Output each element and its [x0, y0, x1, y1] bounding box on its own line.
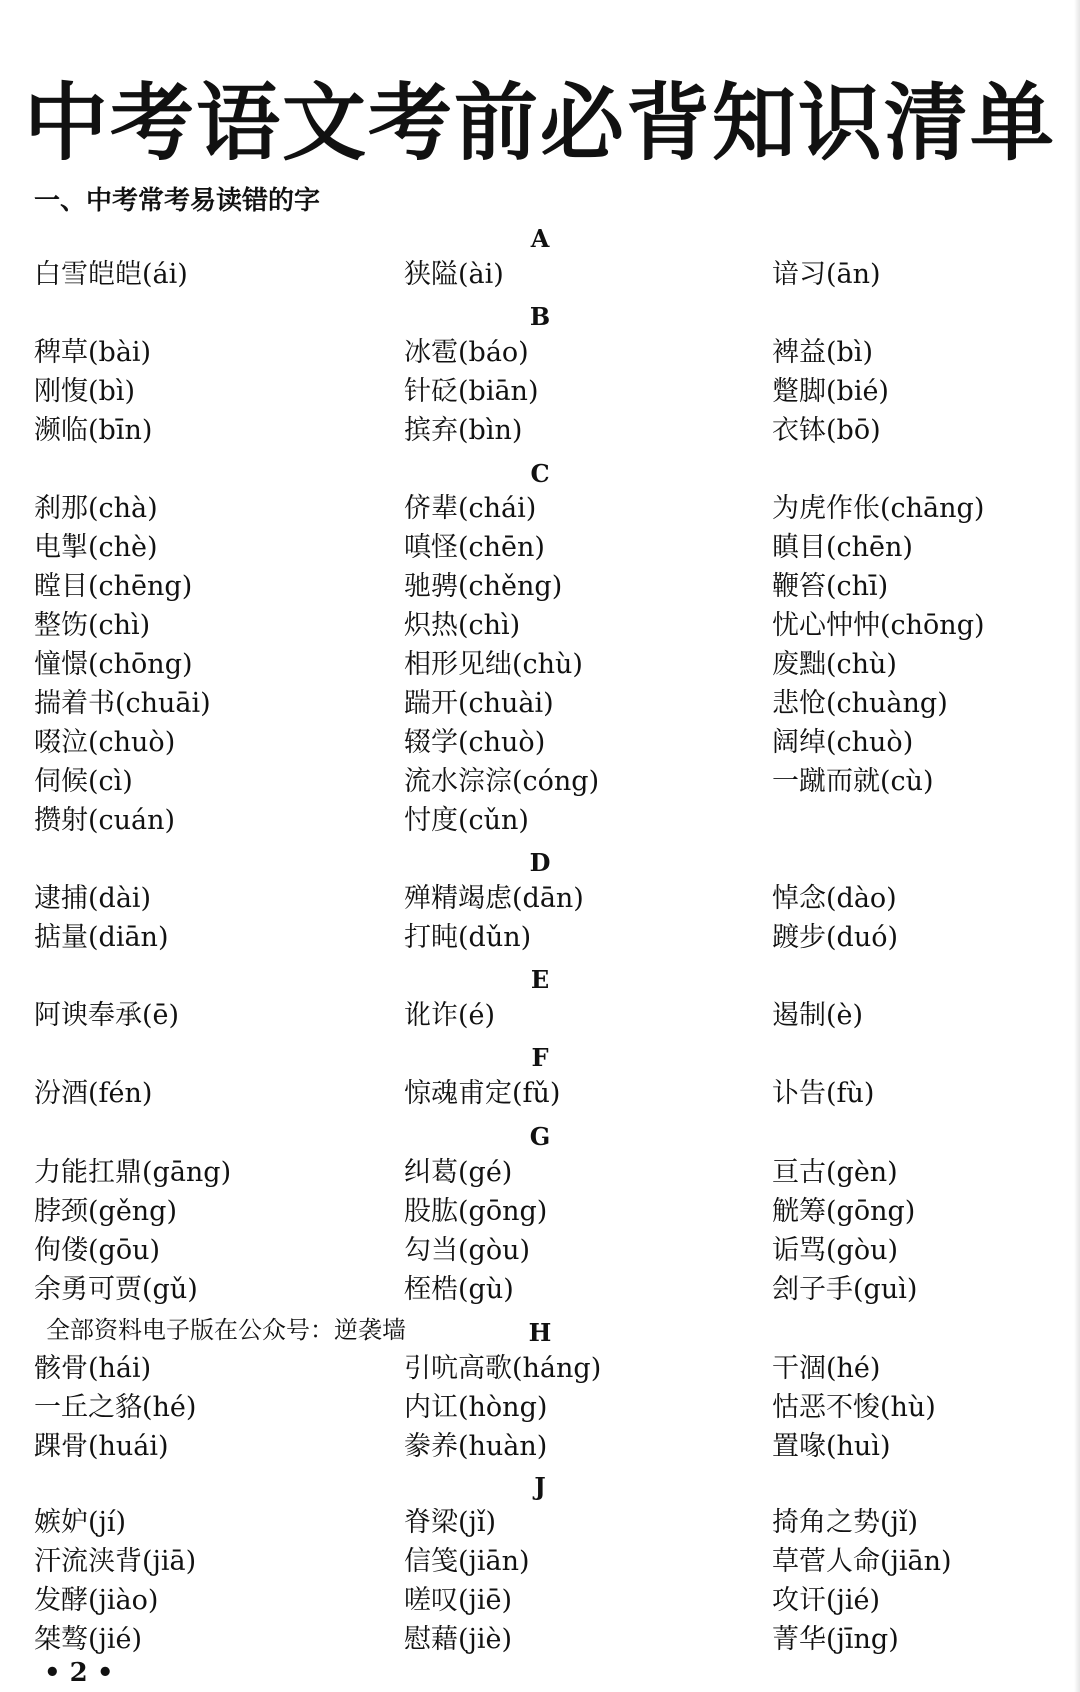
vocab-entry: 电掣(chè)	[34, 532, 158, 563]
vocab-entry: 桎梏(gù)	[404, 1274, 514, 1305]
vocab-entry: 驰骋(chěng)	[404, 571, 563, 602]
vocab-entry: 慰藉(jiè)	[404, 1624, 513, 1655]
vocab-entry: 刚愎(bì)	[34, 376, 135, 407]
alphabet-heading: D	[529, 848, 551, 877]
vocab-entry: 掎角之势(jǐ)	[772, 1507, 919, 1538]
vocab-entry: 桀骜(jié)	[34, 1624, 143, 1655]
vocab-entry: 踱步(duó)	[772, 922, 898, 953]
vocab-entry: 佝偻(gōu)	[34, 1235, 160, 1266]
vocab-entry: 讹诈(é)	[404, 1000, 496, 1031]
vocab-entry: 嗔怪(chēn)	[404, 532, 545, 563]
section-heading: 一、中考常考易读错的字	[34, 186, 321, 216]
vocab-entry: 信笺(jiān)	[404, 1546, 530, 1577]
vocab-entry: 惊魂甫定(fǔ)	[404, 1078, 561, 1109]
vocab-entry: 力能扛鼎(gāng)	[34, 1157, 232, 1188]
vocab-entry: 踹开(chuài)	[404, 688, 554, 719]
vocab-entry: 掂量(diān)	[34, 922, 169, 953]
vocab-entry: 嗟叹(jiē)	[404, 1585, 513, 1616]
vocab-entry: 草菅人命(jiān)	[772, 1546, 952, 1577]
vocab-entry: 悲怆(chuàng)	[772, 688, 948, 719]
vocab-entry: 鞭笞(chī)	[772, 571, 889, 602]
vocab-entry: 裨益(bì)	[772, 337, 873, 368]
vocab-entry: 冰雹(báo)	[404, 337, 529, 368]
vocab-entry: 炽热(chì)	[404, 610, 521, 641]
vocab-entry: 汗流浃背(jiā)	[34, 1546, 197, 1577]
vocab-entry: 汾酒(fén)	[34, 1078, 153, 1109]
vocab-entry: 整饬(chì)	[34, 610, 151, 641]
vocab-entry: 引吭高歌(háng)	[404, 1353, 602, 1384]
vocab-entry: 濒临(bīn)	[34, 415, 153, 446]
vocab-entry: 股肱(gōng)	[404, 1196, 548, 1227]
page-edge-shadow	[1074, 0, 1080, 1692]
page-number: • 2 •	[44, 1658, 114, 1688]
vocab-entry: 干涸(hé)	[772, 1353, 881, 1384]
vocab-entry: 揣着书(chuāi)	[34, 688, 211, 719]
vocab-entry: 摈弃(bìn)	[404, 415, 523, 446]
vocab-entry: 流水淙淙(cóng)	[404, 766, 600, 797]
alphabet-heading: C	[530, 459, 550, 488]
vocab-entry: 伺候(cì)	[34, 766, 133, 797]
vocab-entry: 怙恶不悛(hù)	[772, 1392, 936, 1423]
alphabet-heading: F	[531, 1043, 549, 1072]
page-title: 中考语文考前必背知识清单	[23, 74, 1056, 172]
vocab-entry: 打盹(dǔn)	[404, 922, 532, 953]
promo-note: 全部资料电子版在公众号：逆袭墙	[46, 1316, 406, 1344]
vocab-entry: 狭隘(ài)	[404, 259, 504, 290]
alphabet-heading: J	[534, 1472, 546, 1501]
vocab-entry: 豢养(huàn)	[404, 1431, 548, 1462]
vocab-entry: 嫉妒(jí)	[34, 1507, 127, 1538]
vocab-entry: 刹那(chà)	[34, 493, 158, 524]
vocab-entry: 相形见绌(chù)	[404, 649, 583, 680]
vocab-entry: 阔绰(chuò)	[772, 727, 914, 758]
alphabet-heading: G	[529, 1122, 551, 1151]
alphabet-heading: H	[528, 1318, 552, 1347]
vocab-entry: 瞠目(chēng)	[34, 571, 193, 602]
vocab-entry: 遏制(è)	[772, 1000, 864, 1031]
vocab-entry: 踝骨(huái)	[34, 1431, 169, 1462]
vocab-entry: 瞋目(chēn)	[772, 532, 913, 563]
vocab-entry: 谙习(ān)	[772, 259, 881, 290]
vocab-entry: 置喙(huì)	[772, 1431, 891, 1462]
alphabet-heading: B	[529, 302, 551, 331]
vocab-entry: 衣钵(bō)	[772, 415, 881, 446]
vocab-entry: 侪辈(chái)	[404, 493, 537, 524]
vocab-entry: 发酵(jiào)	[34, 1585, 159, 1616]
vocab-entry: 蹩脚(bié)	[772, 376, 889, 407]
vocab-entry: 攻讦(jié)	[772, 1585, 881, 1616]
vocab-entry: 勾当(gòu)	[404, 1235, 530, 1266]
vocab-entry: 一蹴而就(cù)	[772, 766, 934, 797]
vocab-entry: 纠葛(gé)	[404, 1157, 513, 1188]
alphabet-heading: E	[530, 965, 550, 994]
vocab-entry: 白雪皑皑(ái)	[34, 259, 188, 290]
vocab-entry: 刽子手(guì)	[772, 1274, 918, 1305]
vocab-entry: 针砭(biān)	[404, 376, 539, 407]
vocab-entry: 诟骂(gòu)	[772, 1235, 898, 1266]
vocab-entry: 辍学(chuò)	[404, 727, 546, 758]
vocab-entry: 骸骨(hái)	[34, 1353, 152, 1384]
vocab-entry: 忧心忡忡(chōng)	[772, 610, 985, 641]
vocab-entry: 讣告(fù)	[772, 1078, 875, 1109]
vocab-entry: 废黜(chù)	[772, 649, 897, 680]
vocab-entry: 啜泣(chuò)	[34, 727, 176, 758]
vocab-entry: 一丘之貉(hé)	[34, 1392, 197, 1423]
alphabet-heading: A	[530, 224, 550, 253]
vocab-entry: 殚精竭虑(dān)	[404, 883, 584, 914]
vocab-entry: 阿谀奉承(ē)	[34, 1000, 180, 1031]
vocab-entry: 觥筹(gōng)	[772, 1196, 916, 1227]
vocab-entry: 亘古(gèn)	[772, 1157, 898, 1188]
vocab-entry: 逮捕(dài)	[34, 883, 152, 914]
vocab-entry: 忖度(cǔn)	[404, 805, 529, 836]
vocab-entry: 稗草(bài)	[34, 337, 152, 368]
vocab-entry: 余勇可贾(gǔ)	[34, 1274, 198, 1305]
vocab-entry: 憧憬(chōng)	[34, 649, 193, 680]
vocab-entry: 攒射(cuán)	[34, 805, 176, 836]
vocab-entry: 脖颈(gěng)	[34, 1196, 178, 1227]
vocab-entry: 菁华(jīng)	[772, 1624, 899, 1655]
vocab-entry: 为虎作伥(chāng)	[772, 493, 985, 524]
vocab-entry: 悼念(dào)	[772, 883, 897, 914]
vocab-entry: 脊梁(jǐ)	[404, 1507, 497, 1538]
vocab-entry: 内讧(hòng)	[404, 1392, 548, 1423]
